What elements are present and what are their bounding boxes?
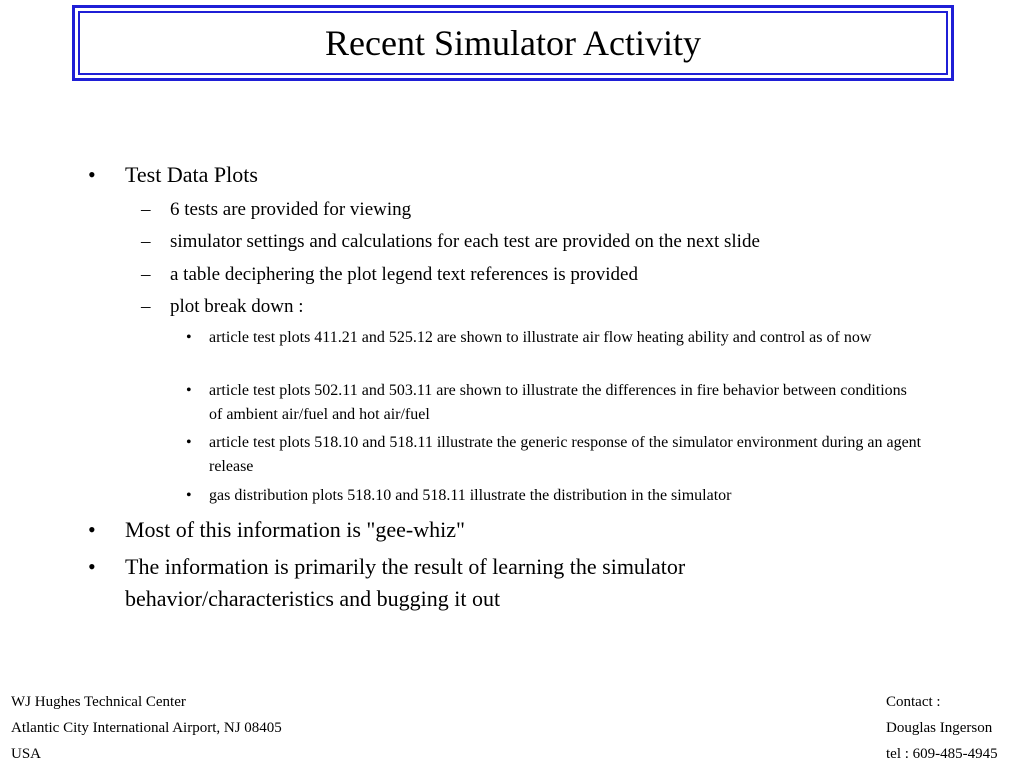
bullet-label: Most of this information is "gee-whiz" [125,517,465,542]
dash-marker: – [141,264,151,285]
sub-bullet-label: 6 tests are provided for viewing [170,199,412,220]
footer-contact-heading: Contact : [886,694,941,710]
bullet-marker: • [88,517,96,542]
bullet-label-line-1: The information is primarily the result of learning the simulator [125,554,686,579]
footer-org-country: USA [11,746,42,762]
bullet-marker: • [186,487,192,504]
bullet-label-line-2: behavior/characteristics and bugging it out [125,586,501,611]
footer-organization [11,689,282,767]
footer-org-address: Atlantic City International Airport, NJ 08405 [11,720,282,736]
bullet-label: Test Data Plots [125,162,258,187]
dash-marker: – [141,199,151,220]
sub-bullet-label: a table deciphering the plot legend text references is provided [170,264,638,285]
dash-marker: – [141,296,151,317]
subsub-bullet-label: article test plots 518.10 and 518.11 illustrate the generic response of the simulator environment during an agent release [209,434,922,475]
bullet-marker: • [186,434,192,451]
footer-contact [886,689,998,767]
bullet-marker: • [88,554,96,579]
bullet-marker: • [186,382,192,399]
footer-contact-name: Douglas Ingerson [886,720,993,736]
sub-bullet-label: plot break down : [170,296,304,317]
subsub-bullet-label: gas distribution plots 518.10 and 518.11 illustrate the distribution in the simulator [209,487,732,504]
dash-marker: – [141,231,151,252]
footer-org-name: WJ Hughes Technical Center [11,694,186,710]
slide-title: Recent Simulator Activity [325,23,701,63]
bullet-marker: • [88,162,96,187]
subsub-bullet-label: article test plots 502.11 and 503.11 are shown to illustrate the differences in fire behavior between conditions of ambient air/fuel and hot air/fuel [209,382,907,423]
sub-bullet-label: simulator settings and calculations for each test are provided on the next slide [170,231,760,252]
bullet-marker: • [186,329,192,346]
subsub-bullet-label: article test plots 411.21 and 525.12 are shown to illustrate air flow heating ability and control as of now [209,329,872,346]
footer-contact-phone: tel : 609-485-4945 [886,746,998,762]
